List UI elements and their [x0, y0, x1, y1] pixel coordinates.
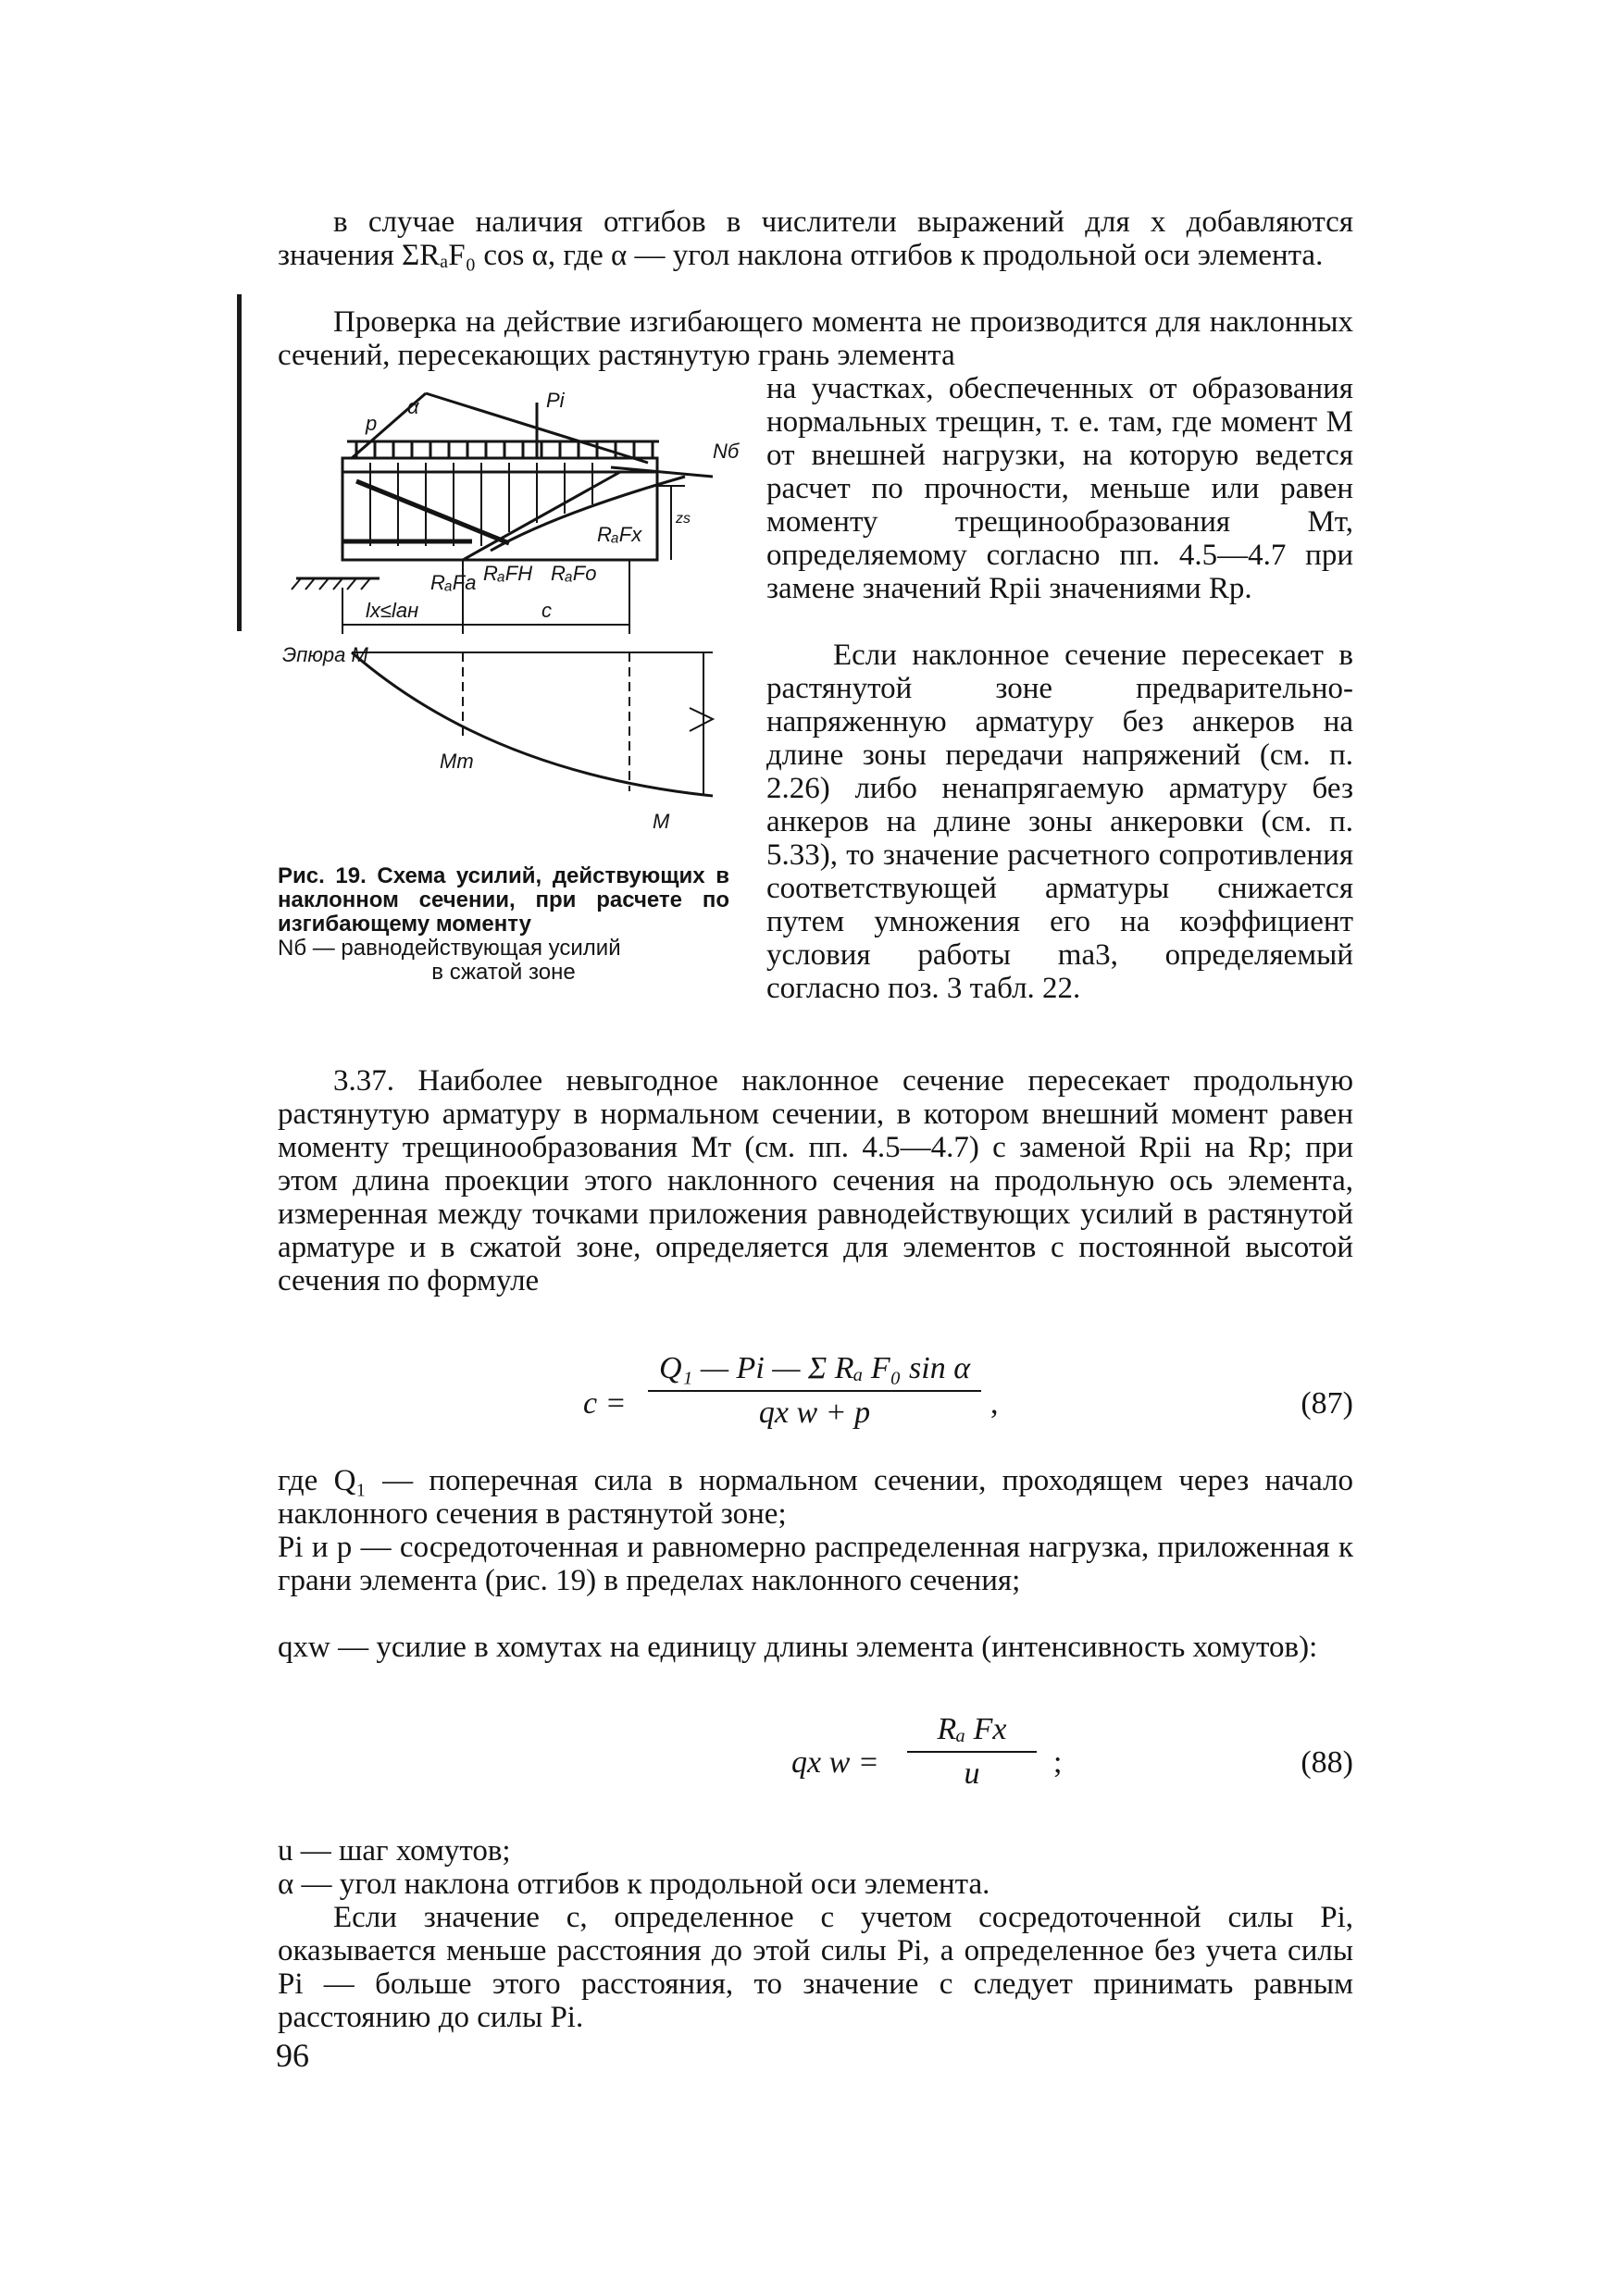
eq87-fraction — [648, 1351, 981, 1431]
eq88-lhs: qх w = — [791, 1745, 879, 1780]
label-m: M — [653, 810, 670, 833]
label-nb: Nб — [713, 440, 740, 463]
definition-q1: где Q₁ — поперечная сила в нормальном сечении, проходящем через начало наклонного сечения в растянутой зоне; — [278, 1464, 1353, 1531]
intro-paragraph: в случае наличия отгибов в числители выражений для x добавляются значения ΣRₐF₀ cos α, где α — угол наклона отгибов к продольной оси элемента. — [278, 205, 1353, 272]
caption-head: Рис. 19. Схема усилий, действующих в наклонном сечении, при расчете по изгибающему моменту — [278, 863, 729, 937]
label-mt: Mт — [440, 750, 474, 773]
definition-pi-p: Pi и p — сосредоточенная и равномерно распределенная нагрузка, приложенная к грани элемента (рис. 19) в пределах наклонного сечения; — [278, 1531, 1353, 1597]
change-bar — [237, 294, 242, 631]
eq88-numerator: Rₐ Fх — [937, 1712, 1007, 1746]
equation-87 — [278, 1351, 1353, 1453]
eq88-number: (88) — [1301, 1745, 1353, 1780]
eq88-tail: ; — [1053, 1745, 1063, 1780]
eq87-denominator: qх w + p — [758, 1396, 871, 1430]
eq88-bar — [907, 1751, 1037, 1753]
bent-bar — [356, 481, 509, 543]
eq88-denominator: u — [964, 1756, 980, 1791]
side-paragraph-2: Если наклонное сечение пересекает в растянутой зоне предварительно-напряженную арматуру без анкеров на длине зоны передачи напряжений (см. п. 2.26) либо ненапрягаемую арматуру без анкеров на длине зоны анкеровки (см. п. 5.33), то значение расчетного сопротивления соответствующей арматуры снижается путем умножения его на коэффициент условия работы mа3, определяемый согласно поз. 3 табл. 22. — [766, 639, 1353, 1005]
label-c: c — [541, 599, 552, 622]
eq87-bar — [648, 1390, 981, 1392]
section-3-37: 3.37. Наиболее невыгодное наклонное сечение пересекает продольную растянутую арматуру в нормальном сечении, в котором внешний момент равен моменту трещинообразования Mт (см. пп. 4.5—4.7) с заменой Rpii на Rp; при этом длина проекции этого наклонного сечения на продольную ось элемента, измеренная между точками приложения равнодействующих усилий в растянутой арматуре и в сжатой зоне, определяется для элементов с постоянной высотой сечения по формуле — [278, 1064, 1353, 1297]
final-paragraph: Если значение c, определенное с учетом сосредоточенной силы Pi, оказывается меньше расстояния до этой силы Pi, а определенное без учета силы Pi — больше этого расстояния, то значение c следует принимать равным расстоянию до силы Pi. — [278, 1901, 1353, 2034]
label-zs: zs — [676, 511, 691, 527]
figure-caption — [278, 864, 729, 985]
label-pi: Pi — [546, 389, 565, 412]
eq88-fraction — [907, 1712, 1037, 1792]
side-paragraph-1: на участках, обеспеченных от образования нормальных трещин, т. е. там, где момент M от внешней нагрузки, на которую ведется расчет по прочности, меньше или равен моменту трещинообразования Mт, определяемому согласно пп. 4.5—4.7 при замене значений Rpii значениями Rp. — [766, 372, 1353, 605]
definition-u: u — шаг хомутов; — [278, 1834, 511, 1868]
equation-88 — [278, 1712, 1353, 1814]
caption-nd: Nб — равнодействующая усилий — [278, 936, 621, 961]
definition-alpha: α — угол наклона отгибов к продольной оси элемента. — [278, 1868, 990, 1901]
eq87-tail: , — [990, 1386, 999, 1421]
eq87-lhs: c = — [583, 1386, 627, 1421]
label-p: p — [366, 412, 378, 435]
label-alpha: α — [407, 395, 419, 418]
label-rafo: RₐFo — [551, 562, 597, 585]
definition-qxw: qхw — усилие в хомутах на единицу длины элемента (интенсивность хомутов): — [278, 1631, 1318, 1664]
label-rafh: RₐFH — [483, 562, 533, 585]
label-epure: Эпюра M — [282, 643, 368, 666]
inclined-crack — [463, 472, 620, 560]
eq87-number: (87) — [1301, 1386, 1353, 1421]
label-rafx: RₐFx — [597, 523, 642, 546]
caption-nd-2: в сжатой зоне — [431, 960, 576, 985]
check-paragraph-lead: Проверка на действие изгибающего момента не производится для наклонных сечений, пересекающих растянутую грань элемента — [278, 305, 1353, 372]
figure-19-diagram — [278, 375, 741, 856]
page-number: 96 — [276, 2037, 309, 2074]
label-rafa: RₐFa — [430, 571, 477, 594]
support-hatch — [292, 578, 370, 590]
epure-curve — [352, 652, 713, 796]
eq87-numerator: Q₁ — Pi — Σ Rₐ F₀ sin α — [658, 1351, 971, 1385]
label-lx: lx≤lан — [366, 599, 419, 622]
